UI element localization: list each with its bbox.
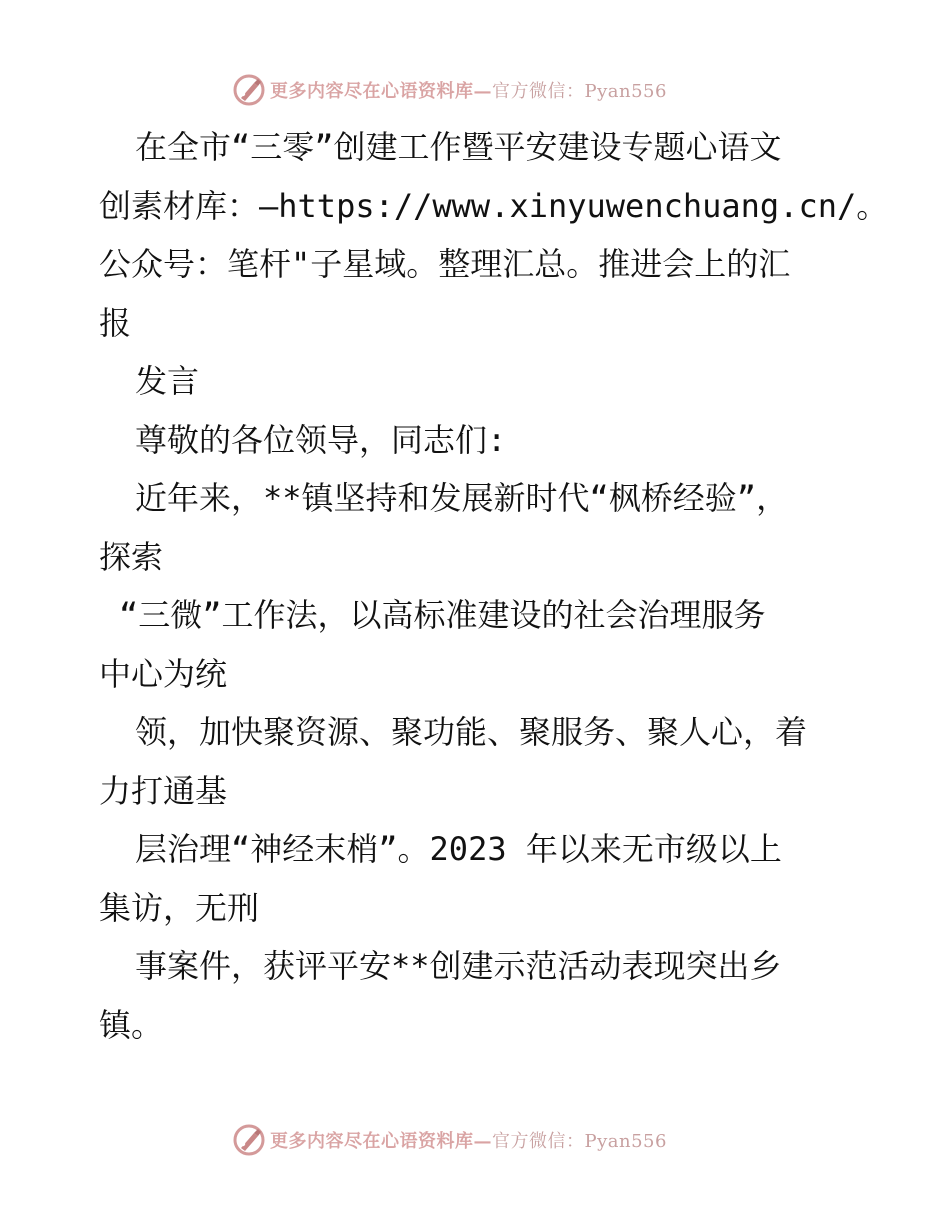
- watermark-brand: 更多内容尽在心语资料库: [270, 81, 474, 102]
- document-body: [99, 118, 889, 1054]
- text-line: 近年来，**镇坚持和发展新时代“枫桥经验”，: [135, 479, 789, 517]
- text-line: 领，加快聚资源、聚功能、聚服务、聚人心，着: [135, 713, 808, 751]
- pen-logo-icon: [232, 1123, 266, 1157]
- watermark-text: [270, 77, 667, 103]
- text-line: 报: [99, 303, 132, 342]
- text-line: 层治理“神经末梢”。2023 年以来无市级以上: [135, 830, 782, 868]
- text-line: 尊敬的各位领导，同志们:: [135, 420, 507, 459]
- text-line: 公众号：笔杆"子星域。整理汇总。推进会上的汇: [99, 245, 791, 283]
- pen-logo-icon: [232, 73, 266, 107]
- text-line: 镇。: [99, 1005, 164, 1044]
- text-line: 中心为统: [99, 654, 228, 693]
- text-line: 在全市“三零”创建工作暨平安建设专题心语文: [135, 128, 782, 166]
- text-line: 创素材库：—https://www.xinyuwenchuang.cn/。: [99, 186, 889, 225]
- watermark-separator: —: [473, 1131, 492, 1152]
- text-line: 力打通基: [99, 771, 228, 810]
- watermark-banner-bottom: [232, 1120, 732, 1160]
- watermark-brand: 更多内容尽在心语资料库: [270, 1131, 474, 1152]
- watermark-text: [270, 1127, 667, 1153]
- watermark-banner-top: [232, 70, 732, 110]
- text-line: 事案件，获评平安**创建示范活动表现突出乡: [135, 947, 782, 985]
- watermark-separator: —: [473, 81, 492, 102]
- text-line: 探索: [99, 537, 164, 576]
- text-line: 集访，无刑: [99, 888, 260, 927]
- text-line: 发言: [135, 362, 200, 400]
- text-line: “三微”工作法，以高标准建设的社会治理服务: [119, 596, 766, 634]
- watermark-wechat: 官方微信：Pyan556: [492, 1131, 667, 1152]
- watermark-wechat: 官方微信：Pyan556: [492, 81, 667, 102]
